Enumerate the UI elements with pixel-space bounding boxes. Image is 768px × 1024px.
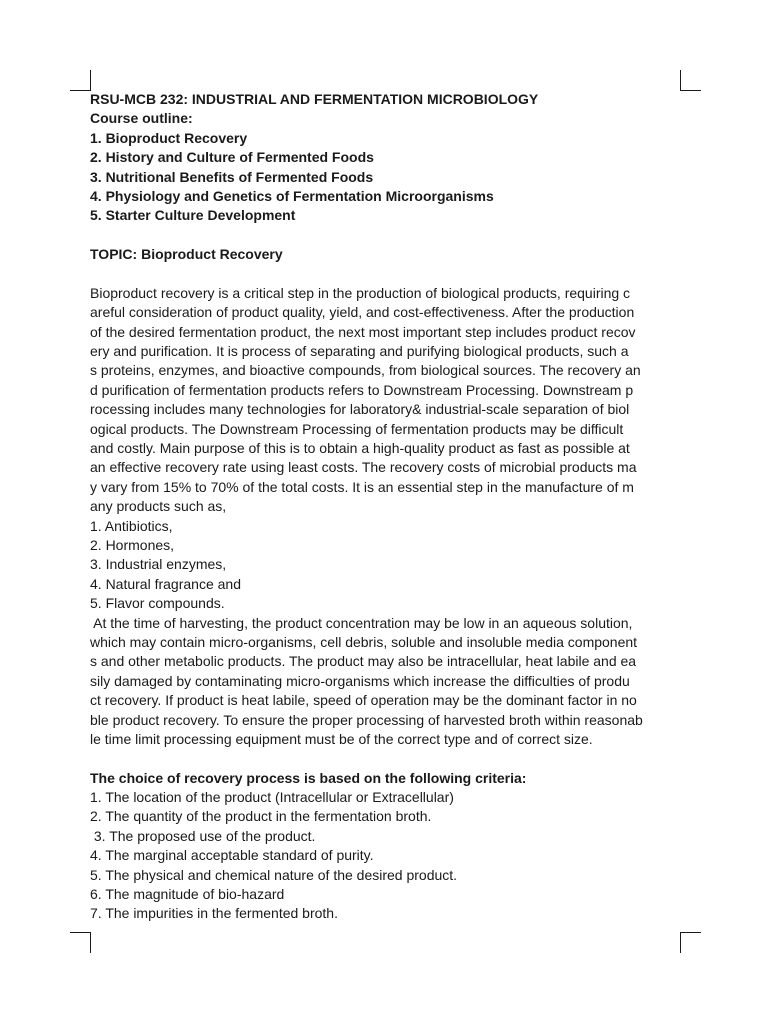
- paragraph-line: ery and purification. It is process of separating and purifying biological products, such a: [90, 343, 629, 360]
- crop-mark-bottom-left: [70, 932, 91, 953]
- paragraph-line: le time limit processing equipment must be of the correct type and of correct size.: [90, 730, 593, 747]
- list-item: 5. The physical and chemical nature of the desired product.: [90, 866, 458, 883]
- topic-heading: TOPIC: Bioproduct Recovery: [90, 246, 283, 263]
- paragraph-line: an effective recovery rate using least costs. The recovery costs of microbial products ma: [90, 459, 637, 476]
- document-page: [90, 90, 680, 924]
- paragraph-line: any products such as,: [90, 498, 227, 515]
- paragraph-line: At the time of harvesting, the product concentration may be low in an aqueous solution,: [90, 614, 633, 631]
- paragraph-line: of the desired fermentation product, the next most important step includes product recov: [90, 323, 636, 340]
- paragraph-line: s and other metabolic products. The product may also be intracellular, heat labile and ea: [90, 653, 637, 670]
- list-item: 6. The magnitude of bio-hazard: [90, 886, 285, 903]
- crop-mark-top-right: [680, 70, 701, 91]
- criteria-list: [90, 788, 680, 924]
- list-item: 2. The quantity of the product in the fermentation broth.: [90, 808, 432, 825]
- outline-item: 2. History and Culture of Fermented Foods: [90, 149, 374, 166]
- paragraph-line: rocessing includes many technologies for laboratory& industrial-scale separation of biol: [90, 401, 630, 418]
- paragraph-line: and costly. Main purpose of this is to obtain a high-quality product as fast as possible at: [90, 440, 630, 457]
- list-item: 4. The marginal acceptable standard of purity.: [90, 847, 374, 864]
- paragraph-line: Bioproduct recovery is a critical step in the production of biological products, requiring c: [90, 284, 631, 301]
- list-item: 1. Antibiotics,: [90, 517, 173, 534]
- paragraph-line: ogical products. The Downstream Processing of fermentation products may be difficult: [90, 420, 624, 437]
- crop-mark-bottom-right: [680, 932, 701, 953]
- crop-mark-top-left: [70, 70, 91, 91]
- paragraph-line: areful consideration of product quality, yield, and cost-effectiveness. After the production: [90, 304, 635, 321]
- outline-item: 5. Starter Culture Development: [90, 207, 296, 224]
- paragraph-line: sily damaged by contaminating micro-organisms which increase the difficulties of produ: [90, 672, 630, 689]
- product-list: [90, 517, 680, 614]
- list-item: 3. The proposed use of the product.: [90, 827, 316, 844]
- list-item: 7. The impurities in the fermented broth.: [90, 905, 338, 922]
- list-item: 3. Industrial enzymes,: [90, 556, 227, 573]
- paragraph-line: ble product recovery. To ensure the proper processing of harvested broth within reasonab: [90, 711, 643, 728]
- outline-label: Course outline:: [90, 110, 193, 127]
- paragraph-line: s proteins, enzymes, and bioactive compounds, from biological sources. The recovery an: [90, 362, 641, 379]
- list-item: 2. Hormones,: [90, 536, 175, 553]
- harvest-paragraph: [90, 614, 680, 750]
- list-item: 4. Natural fragrance and: [90, 575, 241, 592]
- course-title: RSU-MCB 232: INDUSTRIAL AND FERMENTATION MICROBIOLOGY: [90, 91, 539, 107]
- outline-item: 1. Bioproduct Recovery: [90, 129, 248, 146]
- criteria-heading: The choice of recovery process is based on the following criteria:: [90, 769, 527, 786]
- paragraph-line: ct recovery. If product is heat labile, speed of operation may be the dominant factor in no: [90, 692, 637, 709]
- list-item: 1. The location of the product (Intracellular or Extracellular): [90, 789, 454, 806]
- list-item: 5. Flavor compounds.: [90, 595, 225, 612]
- paragraph-line: d purification of fermentation products refers to Downstream Processing. Downstream p: [90, 381, 634, 398]
- paragraph-line: y vary from 15% to 70% of the total costs. It is an essential step in the manufacture of m: [90, 478, 634, 495]
- paragraph-line: which may contain micro-organisms, cell debris, soluble and insoluble media component: [90, 633, 638, 650]
- outline-item: 4. Physiology and Genetics of Fermentation Microorganisms: [90, 187, 494, 204]
- intro-paragraph: [90, 284, 680, 517]
- outline-item: 3. Nutritional Benefits of Fermented Foods: [90, 168, 374, 185]
